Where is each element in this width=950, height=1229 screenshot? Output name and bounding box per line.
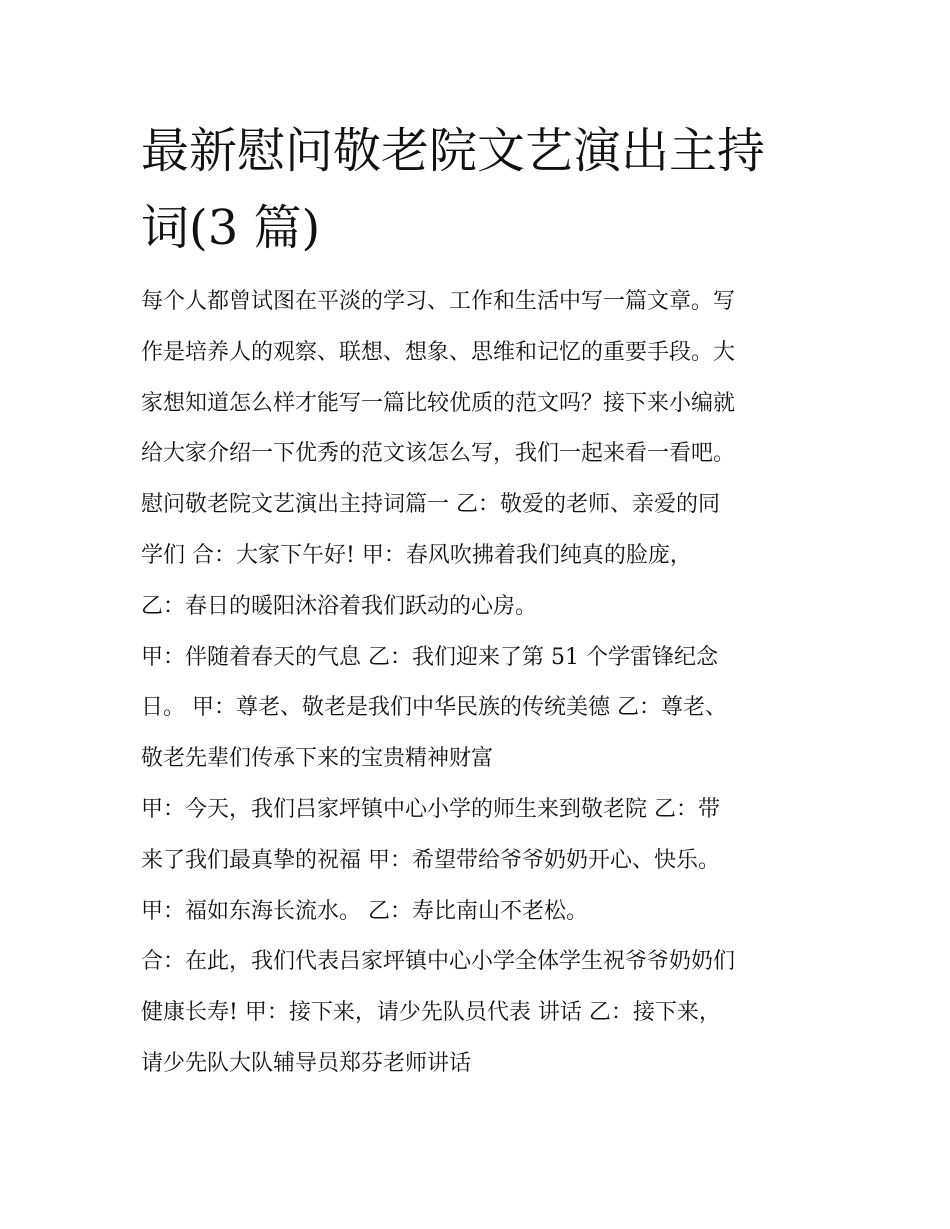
body-line: 学们 合：大家下午好! 甲：春风吹拂着我们纯真的脸庞， — [141, 542, 692, 568]
body-line: 敬老先辈们传承下来的宝贵精神财富 — [141, 746, 494, 772]
body-line: 每个人都曾试图在平淡的学习、工作和生活中写一篇文章。写 — [141, 289, 736, 314]
document-title — [141, 113, 821, 267]
body-line: 作是培养人的观察、联想、想象、思维和记忆的重要手段。大 — [141, 339, 736, 365]
body-line: 慰问敬老院文艺演出主持词篇一 乙：敬爱的老师、亲爱的同 — [141, 492, 720, 518]
body-line: 来了我们最真挚的祝福 甲：希望带给爷爷奶奶开心、快乐。 — [141, 847, 720, 873]
document-body — [141, 277, 831, 1090]
body-line: 甲：福如东海长流水。 乙：寿比南山不老松。 — [141, 898, 588, 924]
body-line: 甲：今天，我们吕家坪镇中心小学的师生来到敬老院 乙：带 — [141, 796, 720, 822]
body-line: 家想知道怎么样才能写一篇比较优质的范文吗？接下来小编就 — [141, 390, 736, 416]
body-line: 请少先队大队辅导员郑芬老师讲话 — [141, 1050, 472, 1076]
body-line: 甲：伴随着春天的气息 乙：我们迎来了第 51 个学雷锋纪念 — [141, 644, 718, 670]
title-line: 词(3 篇) — [141, 200, 321, 256]
body-line: 给大家介绍一下优秀的范文该怎么写，我们一起来看一看吧。 — [141, 441, 736, 467]
body-line: 合：在此，我们代表吕家坪镇中心小学全体学生祝爷爷奶奶们 — [141, 949, 736, 975]
title-line: 最新慰问敬老院文艺演出主持 — [141, 123, 766, 179]
body-line: 乙：春日的暖阳沐浴着我们跃动的心房。 — [141, 593, 538, 619]
body-line: 日。 甲：尊老、敬老是我们中华民族的传统美德 乙：尊老、 — [141, 695, 727, 721]
body-line: 健康长寿! 甲：接下来，请少先队员代表 讲话 乙：接下来， — [141, 1000, 721, 1026]
